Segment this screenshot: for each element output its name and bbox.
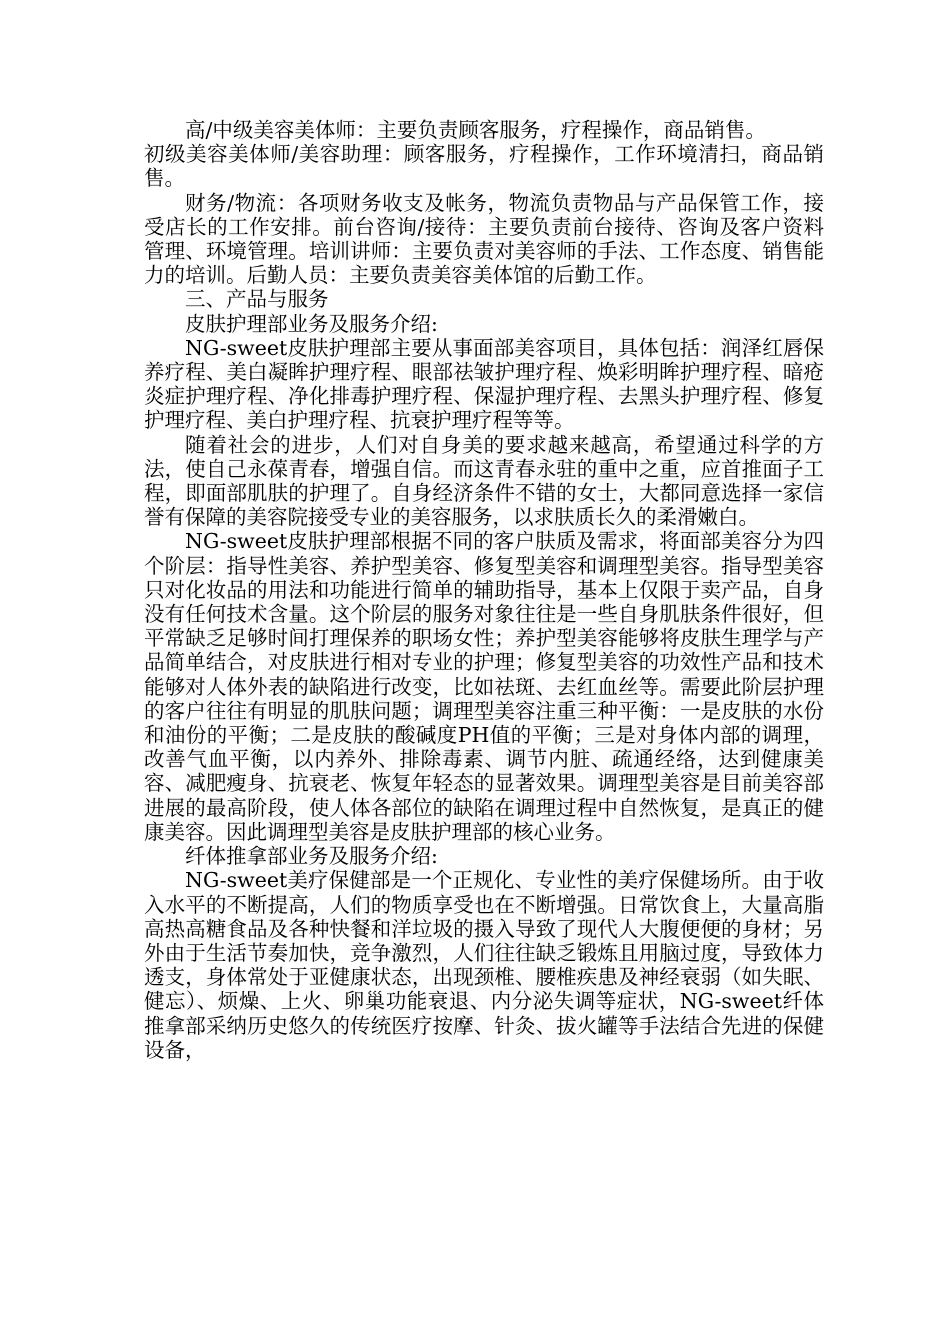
- paragraph-senior-beautician: 高/中级美容美体师：主要负责顾客服务，疗程操作，商品销售。: [185, 118, 766, 142]
- subheading-slimming-massage: 纤体推拿部业务及服务介绍:: [185, 844, 438, 869]
- section-heading-products-services: 三、产品与服务: [185, 287, 329, 312]
- paragraph-health-spa: NG-sweet美疗保健部是一个正规化、专业性的美疗保健场所。由于收入水平的不断提高，人们的物质享受也在不断增强。日常饮食上，大量高脂高热高糖食品及各种快餐和洋垃圾的摄入导致了现代人大腹便便的身材；另外由于生活节奏加快，竞争激烈，人们往往缺乏锻炼且用脑过度，导致体力透支，身体常处于亚健康状态，出现颈椎、腰椎疾患及神经衰弱（如失眠、健忘）、烦燥、上火、卵巢功能衰退、内分泌失调等症状，NG-sweet纤体推拿部采纳历史悠久的传统医疗按摩、针灸、拔火罐等手法结合先进的保健设备，: [144, 868, 824, 1062]
- paragraph-junior-beautician: 初级美容美体师/美容助理：顾客服务，疗程操作，工作环境清扫，商品销售。: [144, 142, 824, 191]
- document-page: [144, 118, 824, 1062]
- paragraph-four-levels: NG-sweet皮肤护理部根据不同的客户肤质及需求，将面部美容分为四个阶层：指导性美容、养护型美容、修复型美容和调理型美容。指导型美容只对化妆品的用法和功能进行简单的辅助指导，基本上仅限于卖产品，自身没有任何技术含量。这个阶层的服务对象往往是一些自身肌肤条件很好，但平常缺乏足够时间打理保养的职场女性；养护型美容能够将皮肤生理学与产品简单结合，对皮肤进行相对专业的护理；修复型美容的功效性产品和技术能够对人体外表的缺陷进行改变，比如祛斑、去红血丝等。需要此阶层护理的客户往往有明显的肌肤问题；调理型美容注重三种平衡：一是皮肤的水份和油份的平衡；二是皮肤的酸碱度PH值的平衡；三是对身体内部的调理，改善气血平衡，以内养外、排除毒素、调节内脏、疏通经络，达到健康美容、减肥瘦身、抗衰老、恢复年轻态的显著效果。调理型美容是目前美容部进展的最高阶段，使人体各部位的缺陷在调理过程中自然恢复，是真正的健康美容。因此调理型美容是皮肤护理部的核心业务。: [144, 529, 824, 844]
- subheading-skin-care: 皮肤护理部业务及服务介绍:: [185, 311, 438, 336]
- paragraph-social-progress: 随着社会的进步，人们对自身美的要求越来越高，希望通过科学的方法，使自己永葆青春，增强自信。而这青春永驻的重中之重，应首推面子工程，即面部肌肤的护理了。自身经济条件不错的女士，大都同意选择一家信誉有保障的美容院接受专业的美容服务，以求肤质长久的柔滑嫩白。: [144, 432, 824, 530]
- paragraph-skin-care-items: NG-sweet皮肤护理部主要从事面部美容项目，具体包括：润泽红唇保养疗程、美白凝眸护理疗程、眼部祛皱护理疗程、焕彩明眸护理疗程、暗疮炎症护理疗程、净化排毒护理疗程、保湿护理疗程、去黑头护理疗程、修复护理疗程、美白护理疗程、抗衰护理疗程等等。: [144, 335, 824, 433]
- paragraph-finance-logistics: 财务/物流：各项财务收支及帐务，物流负责物品与产品保管工作，接受店长的工作安排。前台咨询/接待：主要负责前台接待、咨询及客户资料管理、环境管理。培训讲师：主要负责对美容师的手法、工作态度、销售能力的培训。后勤人员：主要负责美容美体馆的后勤工作。: [144, 190, 824, 288]
